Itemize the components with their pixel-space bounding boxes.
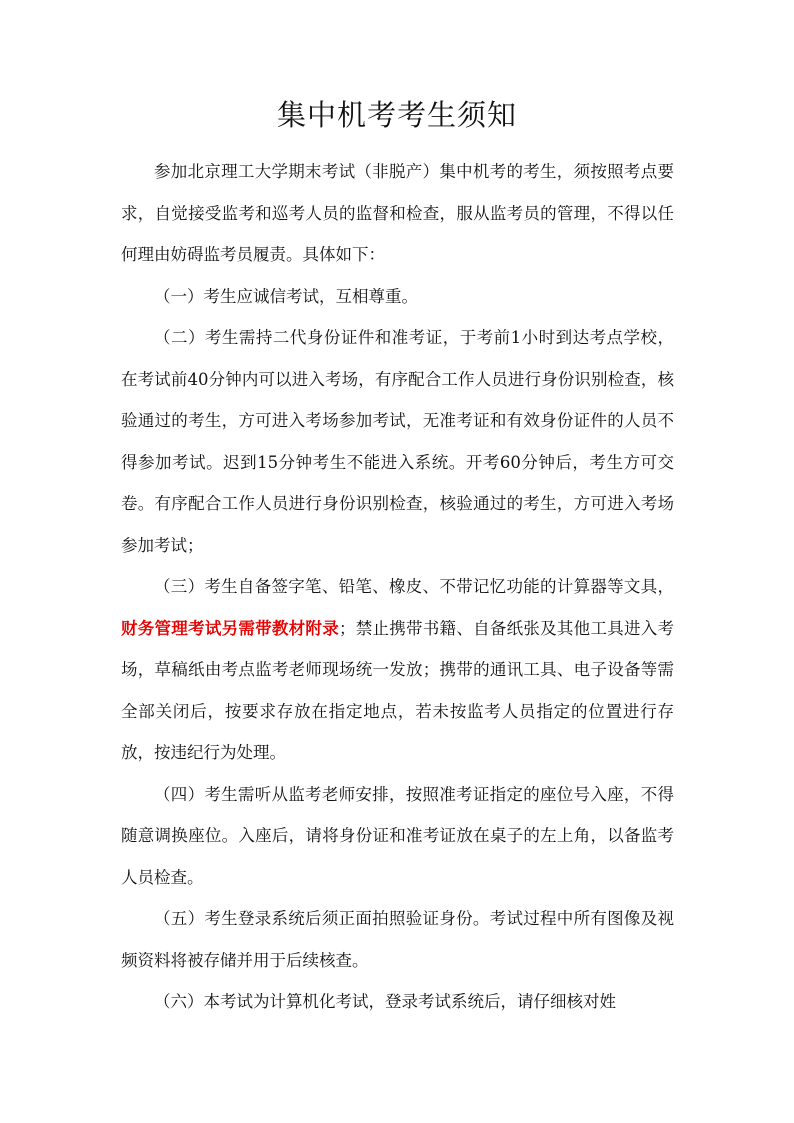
- item-2-paragraph: （二）考生需持二代身份证件和准考证，于考前1小时到达考点学校，在考试前40分钟内可以进入考场，有序配合工作人员进行身份识别检查，核验通过的考生，方可进入考场参加考试，无准考证和有效身份证件的人员不得参加考试。迟到15分钟考生不能进入系统。开考60分钟后，考生方可交卷。有序配合工作人员进行身份识别检查，核验通过的考生，方可进入考场参加考试；: [121, 328, 674, 555]
- item-5-paragraph: （五）考生登录系统后须正面拍照验证身份。考试过程中所有图像及视频资料将被存储并用于后续核查。: [121, 909, 674, 970]
- item-3-text-after: ；禁止携带书籍、自备纸张及其他工具进入考场，草稿纸由考点监考老师现场统一发放；携带的通讯工具、电子设备等需全部关闭后，按要求存放在指定地点，若未按监考人员指定的位置进行存放，按违纪行为处理。: [121, 618, 674, 762]
- item-6-paragraph: （六）本考试为计算机化考试，登录考试系统后，请仔细核对姓: [154, 992, 616, 1011]
- item-4-paragraph: （四）考生需听从监考老师安排，按照准考证指定的座位号入座，不得随意调换座位。入座后，请将身份证和准考证放在桌子的左上角，以备监考人员检查。: [121, 784, 674, 887]
- intro-paragraph: 参加北京理工大学期末考试（非脱产）集中机考的考生，须按照考点要求，自觉接受监考和巡考人员的监督和检查，服从监考员的管理，不得以任何理由妨碍监考员履责。具体如下：: [121, 162, 674, 264]
- document-body: [121, 151, 674, 1023]
- item-1-paragraph: （一）考生应诚信考试，互相尊重。: [154, 286, 418, 306]
- document-title: 集中机考考生须知: [276, 98, 517, 132]
- item-3-paragraph: [121, 566, 674, 774]
- item-3-highlight-notice: 财务管理考试另需带教材附录: [121, 618, 339, 638]
- item-3-text-before: （三）考生自备签字笔、铅笔、橡皮、不带记忆功能的计算器等文具，: [154, 577, 674, 596]
